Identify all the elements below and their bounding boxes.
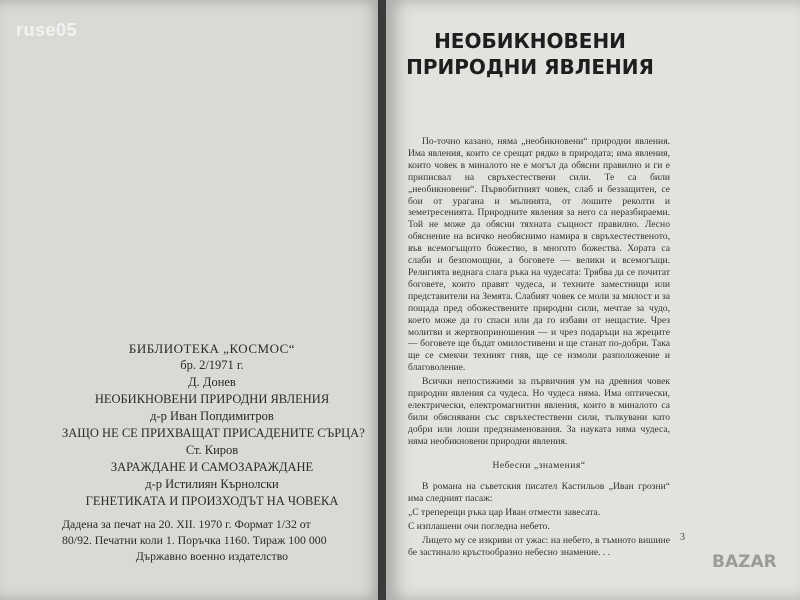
credits-line: ЗАЩО НЕ СЕ ПРИХВАЩАТ ПРИСАДЕНИТЕ СЪРЦА? [62,426,365,440]
chapter-title-line: НЕОБИКНОВЕНИ [434,29,626,53]
bazar-logo: BAZAR [712,552,777,572]
credits-line: ГЕНЕТИКАТА И ПРОИЗХОДЪТ НА ЧОВЕКА [85,494,339,508]
chapter-title-line: ПРИРОДНИ ЯВЛЕНИЯ [406,55,654,79]
paragraph: „С треперещи ръка цар Иван отмести завесата. [408,507,601,519]
credits-line: д-р Иван Попдимитров [150,409,274,423]
chapter-title [400,28,660,80]
credits-line: Д. Донев [188,375,236,389]
library-credits [62,340,365,564]
imprint-line: Дадена за печат на 20. XII. 1970 г. Формат 1/32 от [62,517,311,531]
credits-line: д-р Истилиян Кърнолски [145,477,279,491]
imprint-line: Държавно военно издателство [135,549,289,563]
credits-line: бр. 2/1971 г. [180,358,244,372]
credits-line: Ст. Киров [185,443,239,457]
paragraph: Всички непостижими за първичния ум на древния човек природни явления са чудеса. Но чудеса няма. Има оптически, електрически, електромагнитни явления, които в миналото са били обяснявани със свръхестествени сили, тълкувани като добри или лоши предзнаменования. За науката няма чудеса, няма необикновени природни явления. [408,376,670,447]
imprint-block [62,516,362,564]
watermark: ruse05 [16,20,78,40]
paragraph: В романа на съветския писател Кастильов „Иван грозни“ има следният пасаж: [408,481,670,505]
credits-line: БИБЛИОТЕКА „КОСМОС“ [128,341,296,356]
credits-line: ЗАРАЖДАНЕ И САМОЗАРАЖДАНЕ [110,460,314,474]
article-body [408,136,670,561]
paragraph: С изплашени очи погледна небето. [408,521,550,533]
page-number: 3 [680,532,685,543]
credits-line: НЕОБИКНОВЕНИ ПРИРОДНИ ЯВЛЕНИЯ [94,392,330,406]
paragraph: Лицето му се изкриви от ужас: на небето, в тъмното вишине бе застинало кръстообразно небесно знамение. . . [408,535,670,558]
imprint-line: 80/92. Печатни коли 1. Поръчка 1160. Тираж 100 000 [62,533,327,547]
section-subheading: Небесни „знамения“ [492,459,586,471]
paragraph: По-точно казано, няма „необикновени“ природни явления. Има явления, които се срещат рядко в природата; има явления, които човек в миналото не е могъл да обясни правилно и ги е приписвал на свръхестествени сили. Те са били „необикновени“. Първобитният човек, слаб и беззащитен, се бои от урагана и мълнията, от лошите реколти и земетресенията. Природните явления за него са неразбираеми. Той не може да обясни тяхната същност правилно. Лесно обяснение на всичко необяснимо намира в свръхестественото, във всемогъщото божество, в многото божества. Хората са слаби и безпомощни, а боговете — велики и всемогъщи. Религията веднага слага ръка на чудесата: Трябва да се почитат боговете, които правят чудеса, и техните заместници или представители на Земята. Слабият човек се моли за милост и за пощада пред обожествените природни сили, мечтае за чудо, което може да го спаси или да го избави от нещастие. Чрез молитви и жертвоприношения — и чрез подаръци на жреците — боговете ще бъдат омилостивени и ще станат по-добри. Така ще се смекчи техният гняв, ще се измоли разположение и благоволение. [408,136,670,374]
